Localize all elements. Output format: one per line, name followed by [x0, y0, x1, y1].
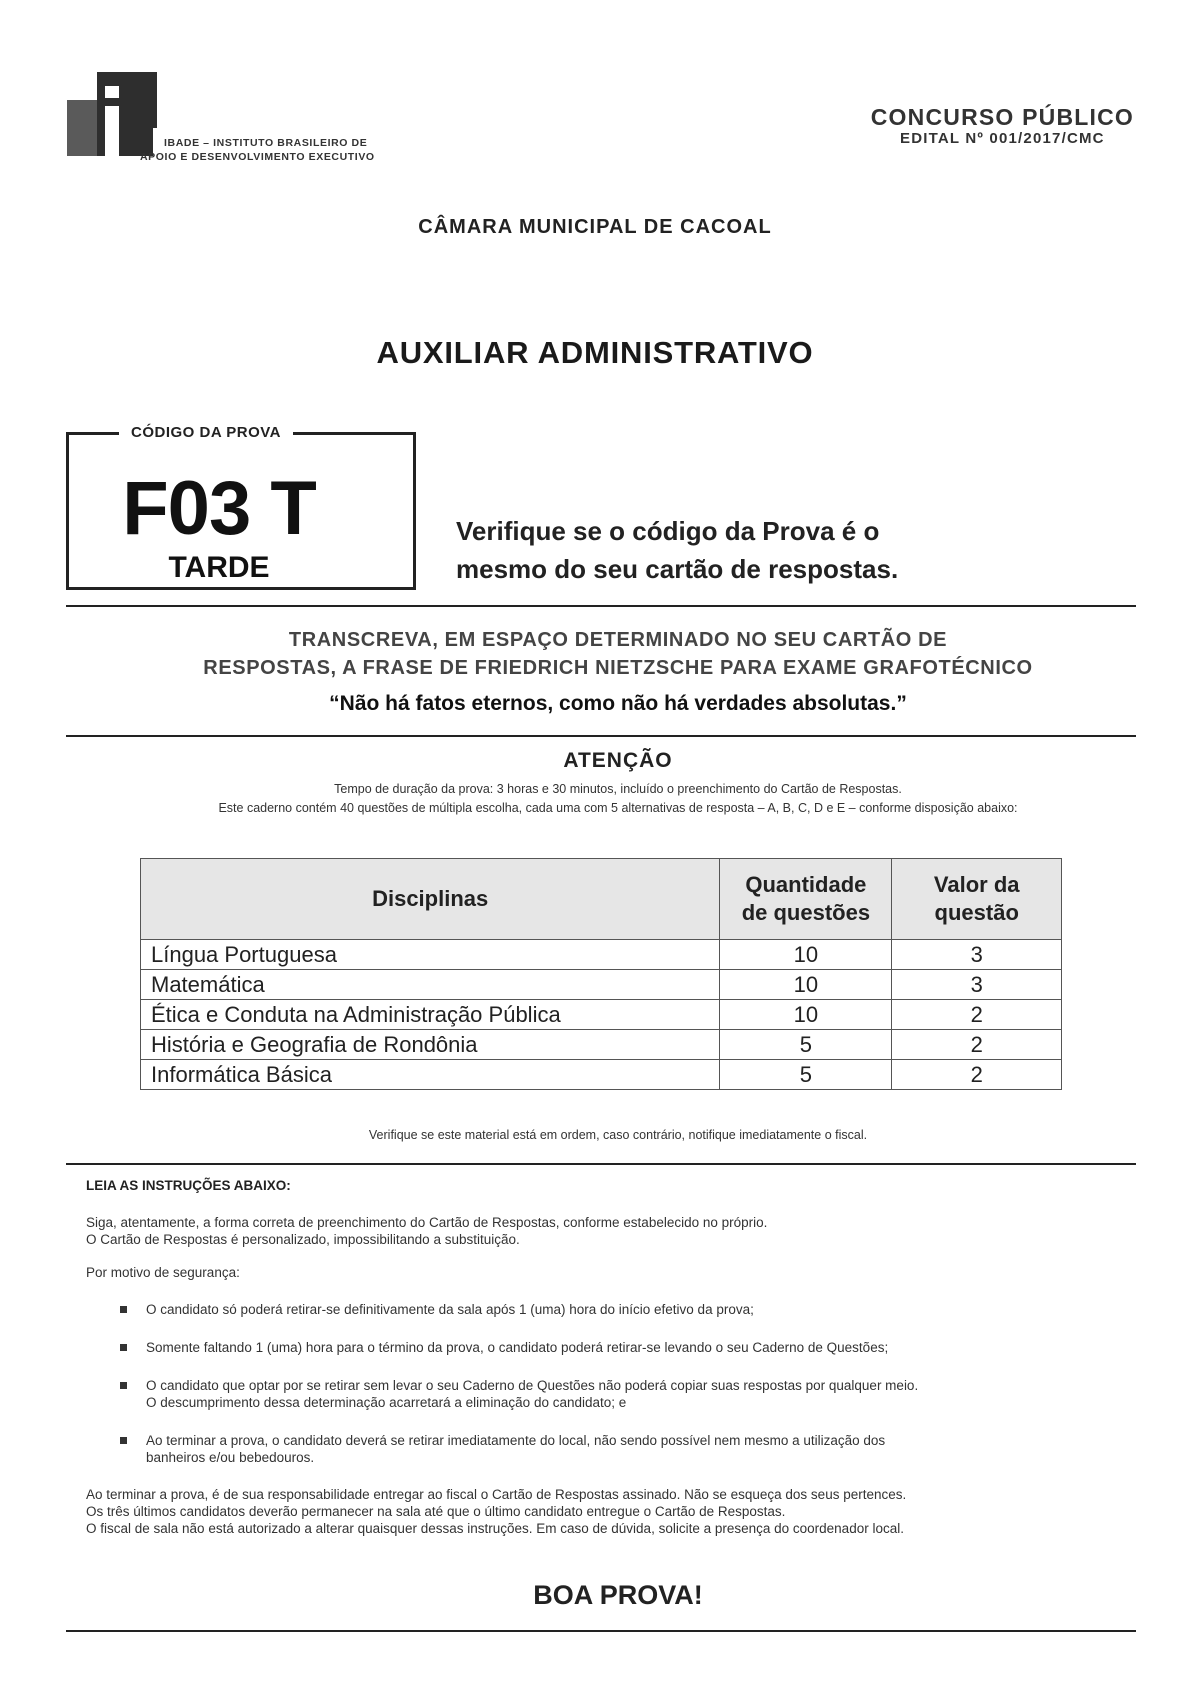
valor-cell: 3	[892, 970, 1062, 1000]
header-quantidade-line-1: Quantidade	[745, 872, 867, 897]
header-quantidade-line-2: de questões	[741, 900, 871, 925]
divider	[66, 1630, 1136, 1632]
instrucoes-title: LEIA AS INSTRUÇÕES ABAIXO:	[86, 1178, 291, 1193]
final-line-1: Ao terminar a prova, é de sua responsabilidade entregar ao fiscal o Cartão de Respostas assinado. Não se esqueça dos seus pertences.	[86, 1487, 907, 1502]
valor-cell: 2	[892, 1030, 1062, 1060]
codigo-label: CÓDIGO DA PROVA	[119, 424, 293, 441]
final-line-2: Os três últimos candidatos deverão permanecer na sala até que o último candidato entregue o Cartão de Respostas.	[86, 1504, 786, 1519]
instrucoes-p1-line-1: Siga, atentamente, a forma correta de preenchimento do Cartão de Respostas, conforme estabelecido no próprio.	[86, 1215, 768, 1230]
header-quantidade	[720, 859, 892, 940]
list-item-line-1: O candidato só poderá retirar-se definitivamente da sala após 1 (uma) hora do início efetivo da prova;	[146, 1302, 754, 1317]
list-item-line-1: O candidato que optar por se retirar sem levar o seu Caderno de Questões não poderá copiar suas respostas por qualquer meio.	[146, 1378, 919, 1393]
square-bullet-icon	[120, 1437, 127, 1444]
header-valor	[892, 859, 1062, 940]
disciplina-cell: Língua Portuguesa	[141, 940, 720, 970]
divider	[66, 1163, 1136, 1165]
valor-cell: 3	[892, 940, 1062, 970]
atencao-title: ATENÇÃO	[563, 749, 673, 772]
verificacao-line-2: mesmo do seu cartão de respostas.	[456, 554, 899, 584]
disciplina-cell: Ética e Conduta na Administração Pública	[141, 1000, 720, 1030]
quantidade-cell: 5	[720, 1060, 892, 1090]
transcricao-line-1: TRANSCREVA, EM ESPAÇO DETERMINADO NO SEU CARTÃO DE	[288, 629, 948, 651]
final-line-3: O fiscal de sala não está autorizado a alterar quaisquer dessas instruções. Em caso de dúvida, solicite a presença do coordenador local.	[86, 1521, 904, 1536]
concurso-header	[871, 104, 1134, 148]
org-line-2: APOIO E DESENVOLVIMENTO EXECUTIVO	[140, 151, 375, 163]
list-item	[86, 1432, 1146, 1466]
list-item-line-1: Ao terminar a prova, o candidato deverá se retirar imediatamente do local, não sendo possível nem mesmo a utilização dos	[146, 1433, 886, 1448]
concurso-title: CONCURSO PÚBLICO	[870, 104, 1134, 130]
list-item-line-1: Somente faltando 1 (uma) hora para o término da prova, o candidato poderá retirar-se levando o seu Caderno de Questões;	[146, 1340, 889, 1355]
table-row	[141, 970, 1062, 1000]
cargo-title: AUXILIAR ADMINISTRATIVO	[376, 335, 814, 370]
divider	[66, 735, 1136, 737]
quantidade-cell: 10	[720, 1000, 892, 1030]
boa-prova: BOA PROVA!	[533, 1580, 703, 1610]
instrucoes-p1-line-2: O Cartão de Respostas é personalizado, impossibilitando a substituição.	[86, 1232, 520, 1247]
tempo-duracao: Tempo de duração da prova: 3 horas e 30 minutos, incluído o preenchimento do Cartão de Respostas.	[334, 782, 902, 796]
frase-nietzsche: “Não há fatos eternos, como não há verdades absolutas.”	[329, 692, 907, 715]
org-name	[140, 136, 375, 164]
codigo-prova: F03 T	[122, 466, 316, 551]
camara-title: CÂMARA MUNICIPAL DE CACOAL	[418, 216, 772, 238]
header-valor-line-1: Valor da	[933, 872, 1020, 897]
verificacao-line-1: Verifique se o código da Prova é o	[456, 516, 880, 546]
edital-number: EDITAL Nº 001/2017/CMC	[900, 130, 1105, 147]
list-item	[86, 1377, 1146, 1411]
list-item-line-2: banheiros e/ou bebedouros.	[146, 1450, 315, 1465]
seguranca-label: Por motivo de segurança:	[86, 1265, 240, 1280]
caderno-info: Este caderno contém 40 questões de múltipla escolha, cada uma com 5 alternativas de resposta – A, B, C, D e E – conforme disposição abaixo:	[218, 801, 1018, 815]
verificacao-text	[456, 512, 898, 588]
valor-cell: 2	[892, 1060, 1062, 1090]
quantidade-cell: 10	[720, 970, 892, 1000]
codigo-box	[66, 424, 416, 590]
square-bullet-icon	[120, 1382, 127, 1389]
table-row	[141, 1000, 1062, 1030]
header-valor-line-2: questão	[934, 900, 1019, 925]
transcricao-instruction	[0, 626, 1190, 682]
ordem-notice: Verifique se este material está em ordem, caso contrário, notifique imediatamente o fiscal.	[368, 1128, 868, 1142]
table-header-row	[141, 859, 1062, 940]
disciplinas-table	[140, 858, 1062, 1090]
header-disciplinas: Disciplinas	[141, 859, 720, 940]
table-row	[141, 1030, 1062, 1060]
turno: TARDE	[168, 551, 270, 584]
square-bullet-icon	[120, 1344, 127, 1351]
list-item-line-2: O descumprimento dessa determinação acarretará a eliminação do candidato; e	[146, 1395, 627, 1410]
square-bullet-icon	[120, 1306, 127, 1313]
disciplina-cell: Informática Básica	[141, 1060, 720, 1090]
disciplina-cell: História e Geografia de Rondônia	[141, 1030, 720, 1060]
seguranca-list	[86, 1301, 1146, 1466]
quantidade-cell: 10	[720, 940, 892, 970]
divider	[66, 605, 1136, 607]
list-item	[86, 1339, 1146, 1356]
org-line-1: IBADE – INSTITUTO BRASILEIRO DE	[164, 137, 368, 149]
table-row	[141, 1060, 1062, 1090]
instrucoes-section	[86, 1177, 1146, 1537]
transcricao-line-2: RESPOSTAS, A FRASE DE FRIEDRICH NIETZSCHE PARA EXAME GRAFOTÉCNICO	[203, 657, 1033, 679]
table-row	[141, 940, 1062, 970]
quantidade-cell: 5	[720, 1030, 892, 1060]
list-item	[86, 1301, 1146, 1318]
disciplina-cell: Matemática	[141, 970, 720, 1000]
valor-cell: 2	[892, 1000, 1062, 1030]
